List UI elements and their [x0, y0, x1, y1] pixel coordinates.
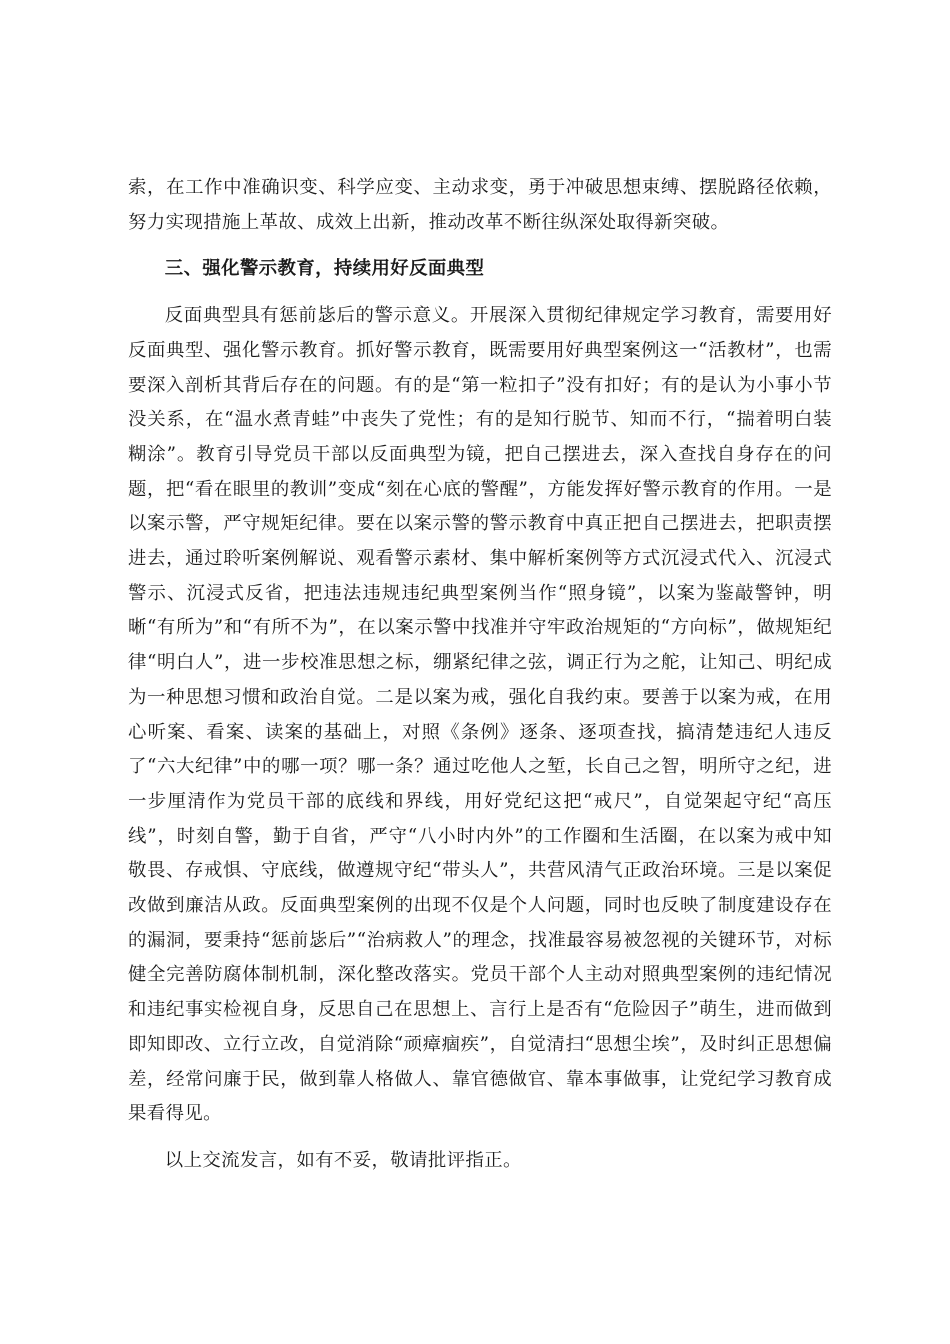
paragraph-body: 反面典型具有惩前毖后的警示意义。开展深入贯彻纪律规定学习教育，需要用好反面典型、强化警示教育。抓好警示教育，既需要用好典型案例这一“活教材”，也需要深入剖析其背后存在的问题。有的是“第一粒扣子”没有扣好；有的是认为小事小节没关系，在“温水煮青蛙”中丧失了党性；有的是知行脱节、知而不行，“揣着明白装糊涂”。教育引导党员干部以反面典型为镜，把自己摆进去，深入查找自身存在的问题，把“看在眼里的教训”变成“刻在心底的警醒”，方能发挥好警示教育的作用。一是以案示警，严守规矩纪律。要在以案示警的警示教育中真正把自己摆进去，把职责摆进去，通过聆听案例解说、观看警示素材、集中解析案例等方式沉浸式代入、沉浸式警示、沉浸式反省，把违法违规违纪典型案例当作“照身镜”，以案为鉴敲警钟，明晰“有所为”和“有所不为”，在以案示警中找准并守牢政治规矩的“方向标”，做规矩纪律“明白人”，进一步校准思想之标，绷紧纪律之弦，调正行为之舵，让知己、明纪成为一种思想习惯和政治自觉。二是以案为戒，强化自我约束。要善于以案为戒，在用心听案、看案、读案的基础上，对照《条例》逐条、逐项查找，搞清楚违纪人违反了“六大纪律”中的哪一项？哪一条？通过吃他人之堑，长自己之智，明所守之纪，进一步厘清作为党员干部的底线和界线，用好党纪这把“戒尺”，自觉架起守纪“高压线”，时刻自警，勤于自省，严守“八小时内外”的工作圈和生活圈，在以案为戒中知敬畏、存戒惧、守底线，做遵规守纪“带头人”，共营风清气正政治环境。三是以案促改做到廉洁从政。反面典型案例的出现不仅是个人问题，同时也反映了制度建设存在的漏洞，要秉持“惩前毖后”“治病救人”的理念，找准最容易被忽视的关键环节，对标健全完善防腐体制机制，深化整改落实。党员干部个人主动对照典型案例的违纪情况和违纪事实检视自身，反思自己在思想上、言行上是否有“危险因子”萌生，进而做到即知即改、立行立改，自觉消除“顽瘴痼疾”，自觉清扫“思想尘埃”，及时纠正思想偏差，经常问廉于民，做到靠人格做人、靠官德做官、靠本事做事，让党纪学习教育成果看得见。: [128, 305, 832, 1125]
paragraph-continuation: 索，在工作中准确识变、科学应变、主动求变，勇于冲破思想束缚、摆脱路径依赖，努力实现措施上革故、成效上出新，推动改革不断往纵深处取得新突破。: [128, 177, 832, 233]
paragraph-closing: 以上交流发言，如有不妥，敬请批评指正。: [164, 1149, 522, 1171]
section-heading: 三、强化警示教育，持续用好反面典型: [164, 258, 485, 280]
document-body: [128, 171, 832, 1191]
